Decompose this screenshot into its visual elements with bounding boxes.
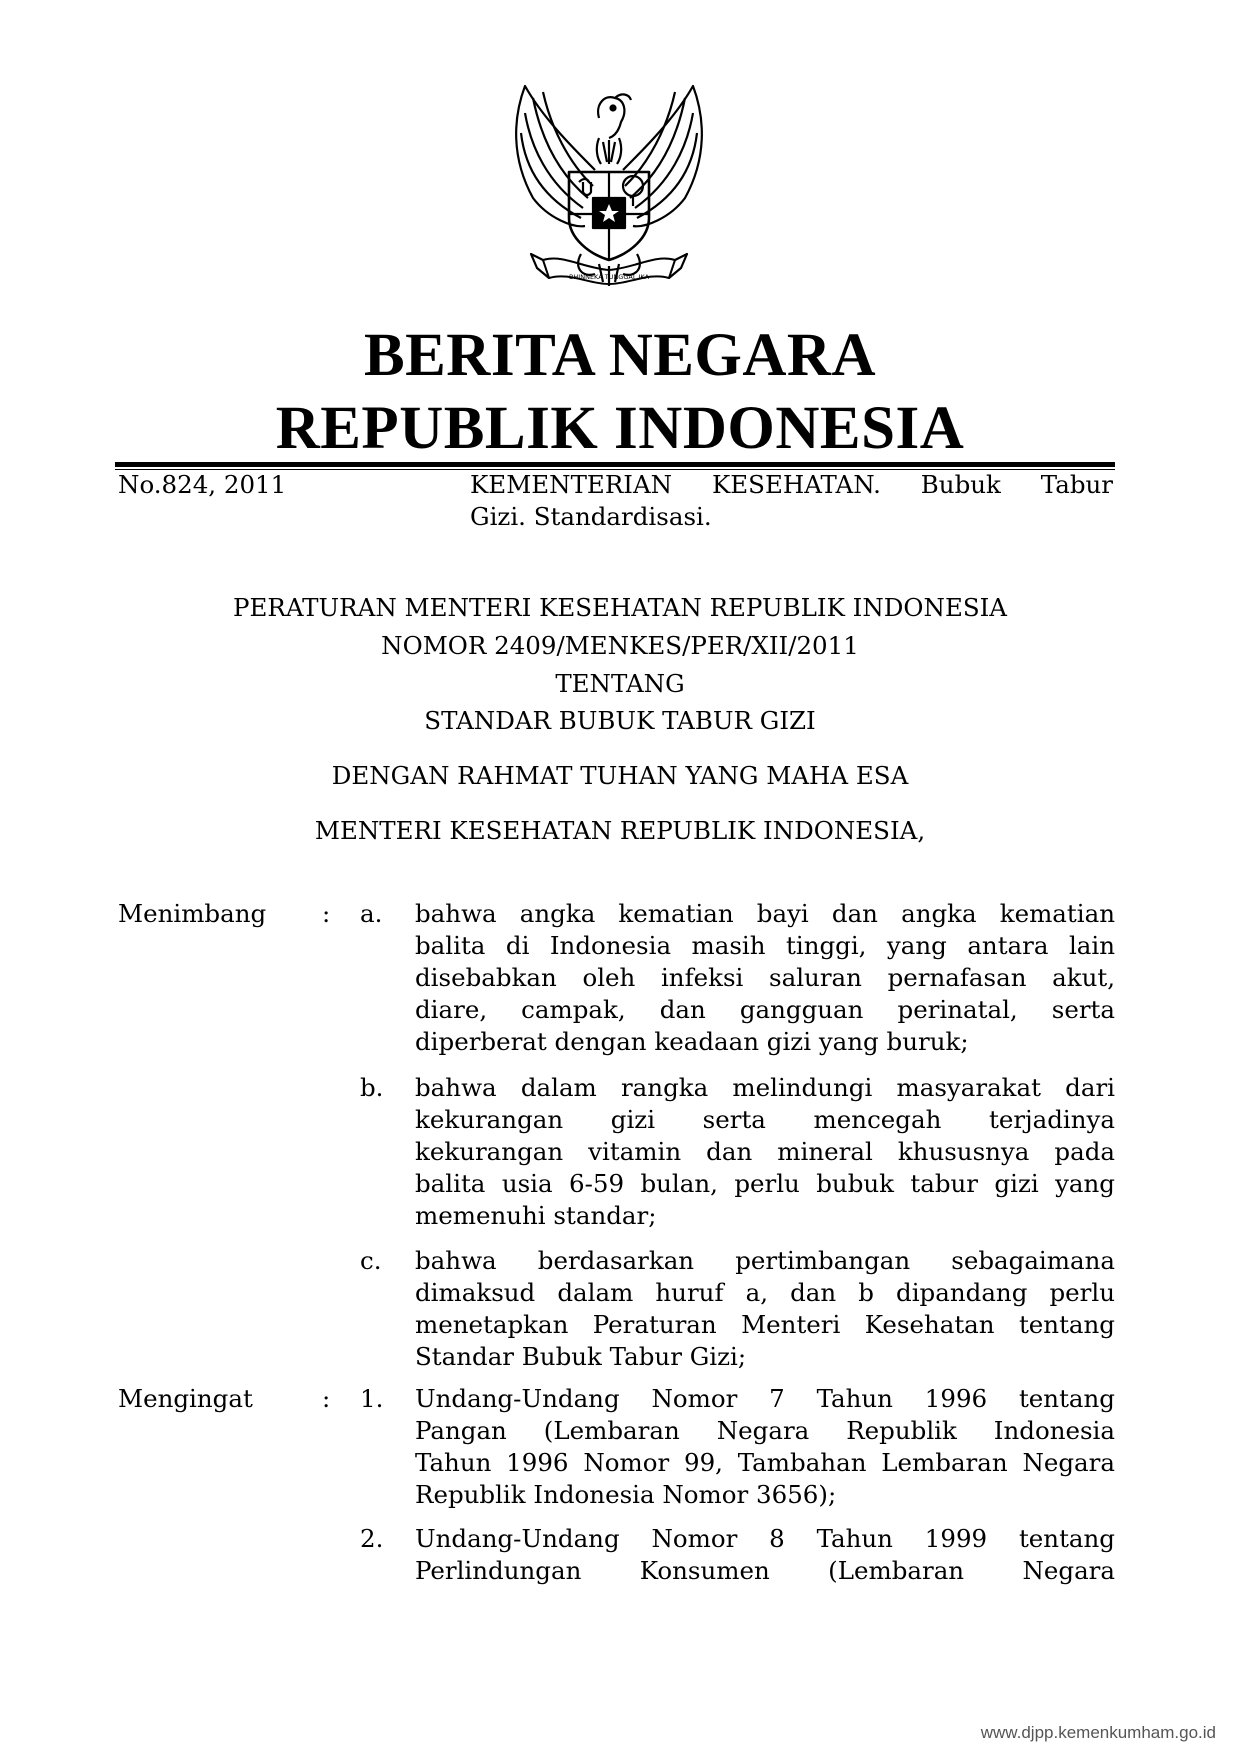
- text-line: diare, campak, dan gangguan perinatal, serta: [415, 995, 1115, 1024]
- text-line: Undang-Undang Nomor 7 Tahun 1996 tentang: [415, 1384, 1115, 1413]
- item-marker: 1.: [360, 1384, 384, 1413]
- text-line: Standar Bubuk Tabur Gizi;: [415, 1342, 747, 1371]
- invocation: DENGAN RAHMAT TUHAN YANG MAHA ESA: [331, 761, 909, 790]
- menimbang-item-c: [415, 1245, 1115, 1373]
- subject-line-1: KEMENTERIAN KESEHATAN. Bubuk Tabur: [470, 470, 1113, 499]
- text-line: dimaksud dalam huruf a, dan b dipandang perlu: [415, 1278, 1115, 1307]
- regulation-subject: STANDAR BUBUK TABUR GIZI: [424, 706, 816, 735]
- text-line: Tahun 1996 Nomor 99, Tambahan Lembaran Negara: [415, 1448, 1115, 1477]
- text-line: Perlindungan Konsumen (Lembaran Negara: [415, 1556, 1115, 1585]
- mengingat-item-2: [415, 1523, 1115, 1587]
- emblem-motto: BHINNEKA TUNGGAL IKA: [568, 273, 650, 281]
- text-line: kekurangan gizi serta mencegah terjadinya: [415, 1105, 1115, 1134]
- menimbang-label: Menimbang: [118, 899, 267, 928]
- gazette-subject: [470, 469, 1113, 533]
- text-line: bahwa dalam rangka melindungi masyarakat dari: [415, 1073, 1115, 1102]
- text-line: kekurangan vitamin dan mineral khususnya pada: [415, 1137, 1115, 1166]
- masthead-line2: REPUBLIK INDONESIA: [275, 395, 965, 462]
- text-line: diperberat dengan keadaan gizi yang buruk;: [415, 1027, 969, 1056]
- footer-url[interactable]: www.djpp.kemenkumham.go.id: [980, 1723, 1216, 1742]
- mengingat-colon: :: [322, 1384, 331, 1413]
- text-line: memenuhi standar;: [415, 1201, 657, 1230]
- subject-line-2: Gizi. Standardisasi.: [470, 502, 712, 531]
- regulation-number: NOMOR 2409/MENKES/PER/XII/2011: [381, 631, 859, 660]
- item-marker: b.: [360, 1073, 384, 1102]
- masthead-rule: [115, 462, 1115, 467]
- text-line: balita usia 6-59 bulan, perlu bubuk tabur gizi yang: [415, 1169, 1115, 1198]
- regulation-title-line1: PERATURAN MENTERI KESEHATAN REPUBLIK INDONESIA: [233, 593, 1007, 622]
- text-line: bahwa angka kematian bayi dan angka kematian: [415, 899, 1115, 928]
- text-line: balita di Indonesia masih tinggi, yang antara lain: [415, 931, 1115, 960]
- mengingat-item-1: [415, 1383, 1115, 1511]
- text-line: Undang-Undang Nomor 8 Tahun 1999 tentang: [415, 1524, 1115, 1553]
- text-line: bahwa berdasarkan pertimbangan sebagaimana: [415, 1246, 1115, 1275]
- regulation-tentang: TENTANG: [555, 669, 685, 698]
- text-line: menetapkan Peraturan Menteri Kesehatan tentang: [415, 1310, 1115, 1339]
- garuda-emblem: [503, 78, 715, 296]
- text-line: Pangan (Lembaran Negara Republik Indonesia: [415, 1416, 1115, 1445]
- text-line: Republik Indonesia Nomor 3656);: [415, 1480, 837, 1509]
- mengingat-label: Mengingat: [118, 1384, 253, 1413]
- masthead-line1: BERITA NEGARA: [363, 322, 877, 389]
- item-marker: 2.: [360, 1524, 384, 1553]
- issuer: MENTERI KESEHATAN REPUBLIK INDONESIA,: [314, 816, 926, 845]
- menimbang-item-a: [415, 898, 1115, 1058]
- menimbang-colon: :: [322, 899, 331, 928]
- item-marker: c.: [360, 1246, 382, 1275]
- menimbang-item-b: [415, 1072, 1115, 1232]
- item-marker: a.: [360, 899, 383, 928]
- gazette-number: No.824, 2011: [118, 470, 287, 499]
- text-line: disebabkan oleh infeksi saluran pernafasan akut,: [415, 963, 1115, 992]
